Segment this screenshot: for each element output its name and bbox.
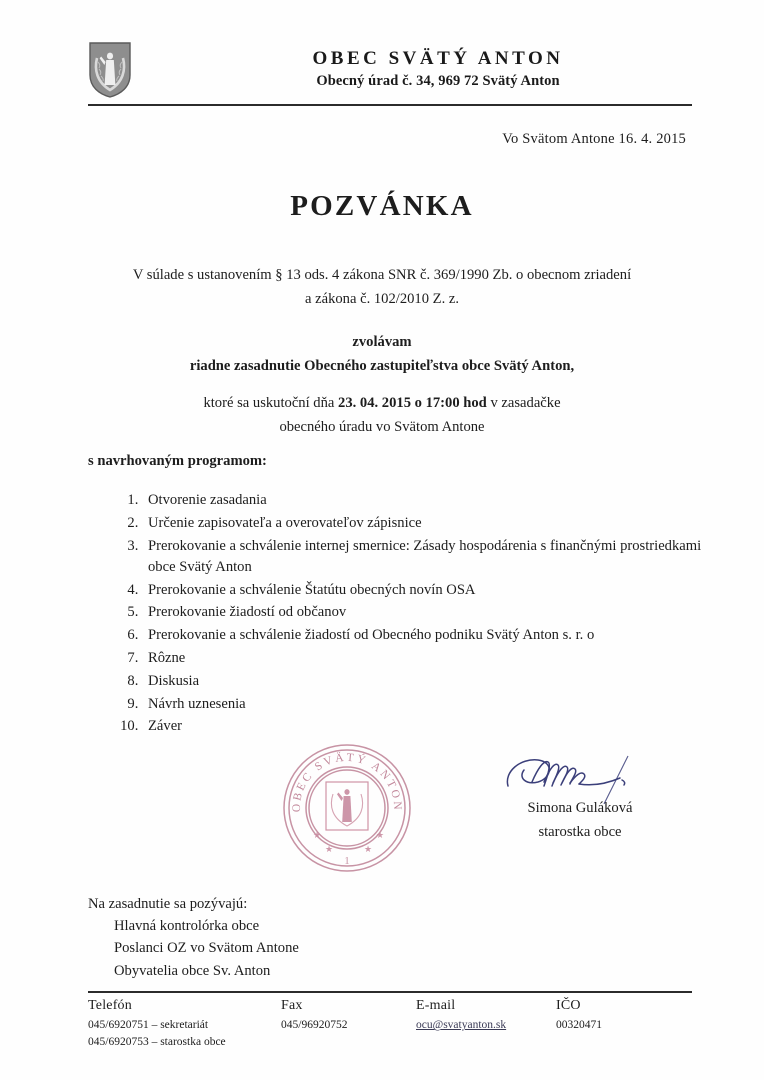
meeting-datetime-line [82,392,682,416]
footer-contact-bar [88,996,696,1051]
footer-email-column [416,996,556,1051]
footer-email-label: E-mail [416,998,456,1013]
agenda-heading: s navrhovaným programom: [88,453,267,469]
organization-name: OBEC SVÄTÝ ANTON [312,48,564,69]
footer-email-link[interactable]: ocu@svatyanton.sk [416,1019,507,1032]
footer-ico-value: 00320471 [556,1019,602,1032]
agenda-item: 6. Prerokovanie a schválenie žiadostí od Obecného podniku Svätý Anton s. r. o [142,625,722,646]
legal-basis-line-1: V súlade s ustanovením § 13 ods. 4 zákona SNR č. 369/1990 Zb. o obecnom zriadení [132,267,632,283]
convocation-verb: zvolávam [352,334,412,350]
meeting-details [82,392,682,439]
footer-phone-line-2: 045/6920753 – starostka obce [88,1035,226,1048]
signature-block [480,752,680,841]
invitees-lead: Na zasadnutie sa pozývajú: [88,896,248,912]
legal-basis-line-2: a zákona č. 102/2010 Z. z. [305,290,459,307]
footer-phone-line-1: 045/6920751 – sekretariát [88,1019,209,1032]
invitee-item: Obyvatelia obce Sv. Anton [114,962,271,979]
invitee-item: Hlavná kontrolórka obce [114,918,260,935]
seal-star-left-lower: ★ [325,844,334,854]
invitees-section [88,893,299,982]
footer-fax-column [281,996,416,1051]
signatory-name: Simona Guláková [527,800,633,816]
agenda-list [108,490,722,739]
seal-star-right-lower: ★ [364,844,373,854]
meeting-suffix: v zasadačke [486,395,561,411]
letterhead-text [198,48,678,90]
convocation-statement [82,331,682,378]
seal-number: 1 [344,855,350,867]
invitee-item: Poslanci OZ vo Svätom Antone [114,940,299,957]
meeting-prefix: ktoré sa uskutoční dňa [203,395,339,411]
page-title: POZVÁNKA [290,190,474,222]
meeting-datetime: 23. 04. 2015 o 17:00 hod [338,395,487,411]
seal-ring-text: OBEC SVÄTÝ ANTON [290,751,404,813]
agenda-item: 2. Určenie zapisovateľa a overovateľov zápisnice [142,513,722,534]
agenda-item: 10. Záver [142,716,722,737]
agenda-item: 9. Návrh uznesenia [142,694,722,715]
handwritten-signature-icon [480,752,680,804]
header-divider [88,104,692,106]
seal-star-right: ★ [376,830,385,840]
legal-basis-paragraph [82,264,682,311]
agenda-item: 7. Rôzne [142,648,722,669]
footer-fax-label: Fax [281,998,303,1013]
signatory-role: starostka obce [538,824,622,840]
footer-phone-column [88,996,281,1051]
agenda-item: 1. Otvorenie zasadania [142,490,722,511]
footer-ico-column [556,996,676,1051]
letterhead [88,42,688,104]
agenda-item: 8. Diskusia [142,671,722,692]
organization-address: Obecný úrad č. 34, 969 72 Svätý Anton [316,72,560,89]
agenda-item: 4. Prerokovanie a schválenie Štatútu obecných novín OSA [142,580,722,601]
footer-ico-label: IČO [556,998,581,1013]
footer-fax-value: 045/96920752 [281,1019,348,1032]
agenda-item: 5. Prerokovanie žiadostí od občanov [142,602,722,623]
agenda-item: 3. Prerokovanie a schválenie internej smernice: Zásady hospodárenia s finančnými prostriedkami obce Svätý Anton [142,536,722,579]
invitees-list [88,915,299,982]
dateline: Vo Svätom Antone 16. 4. 2015 [502,131,686,147]
footer-phone-label: Telefón [88,998,132,1013]
official-round-seal-stamp-icon [281,742,413,874]
coat-of-arms-shield-icon [88,42,132,98]
seal-star-left: ★ [313,830,322,840]
meeting-venue: obecného úradu vo Svätom Antone [279,418,485,435]
footer-divider [88,991,692,993]
convocation-subject: riadne zasadnutie Obecného zastupiteľstva obce Svätý Anton, [189,357,575,374]
